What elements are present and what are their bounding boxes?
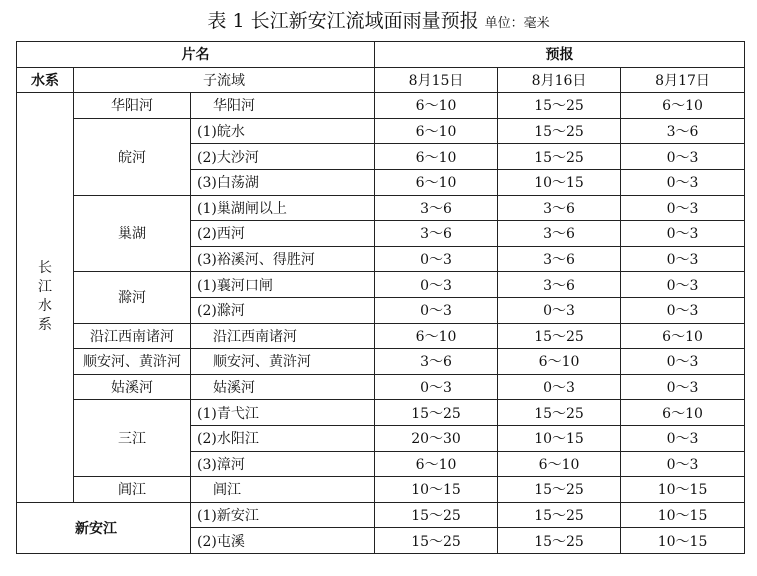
value-cell: 15～25	[498, 93, 621, 119]
value-cell: 0～3	[621, 195, 745, 221]
value-cell: 0～3	[375, 297, 498, 323]
value-cell: 0～3	[498, 297, 621, 323]
value-cell: 3～6	[498, 221, 621, 247]
value-cell: 15～25	[375, 528, 498, 554]
subbasin-cell: (3)漳河	[191, 451, 375, 477]
system-char: 系	[38, 317, 52, 334]
subbasin-cell: (2)滁河	[191, 297, 375, 323]
value-cell: 15～25	[375, 502, 498, 528]
subbasin-cell: 华阳河	[191, 93, 375, 119]
table-row	[17, 349, 745, 375]
group-cell: 皖河	[74, 118, 191, 195]
value-cell: 10～15	[498, 169, 621, 195]
value-cell: 0～3	[375, 374, 498, 400]
value-cell: 0～3	[621, 169, 745, 195]
value-cell: 15～25	[375, 400, 498, 426]
value-cell: 15～25	[498, 528, 621, 554]
value-cell: 6～10	[375, 169, 498, 195]
subbasin-cell: (3)裕溪河、得胜河	[191, 246, 375, 272]
value-cell: 3～6	[621, 118, 745, 144]
value-cell: 0～3	[621, 297, 745, 323]
header-row-2	[17, 67, 745, 93]
header-system: 水系	[17, 67, 74, 93]
value-cell: 0～3	[621, 349, 745, 375]
subbasin-cell: 阊江	[191, 477, 375, 503]
system-char: 江	[38, 279, 52, 296]
table-row	[17, 374, 745, 400]
subbasin-cell: (1)皖水	[191, 118, 375, 144]
subbasin-cell: (1)青弋江	[191, 400, 375, 426]
header-forecast: 预报	[375, 42, 745, 68]
header-region: 片名	[17, 42, 375, 68]
value-cell: 6～10	[375, 451, 498, 477]
table-row	[17, 502, 745, 528]
value-cell: 15～25	[498, 323, 621, 349]
table-row	[17, 118, 745, 144]
table-title-main: 表 1 长江新安江流域面雨量预报	[207, 10, 479, 32]
value-cell: 10～15	[621, 528, 745, 554]
value-cell: 0～3	[621, 425, 745, 451]
value-cell: 0～3	[621, 144, 745, 170]
value-cell: 15～25	[498, 118, 621, 144]
value-cell: 6～10	[621, 323, 745, 349]
value-cell: 6～10	[498, 349, 621, 375]
header-day-15: 8月15日	[375, 67, 498, 93]
value-cell: 15～25	[498, 477, 621, 503]
table-row	[17, 323, 745, 349]
group-cell: 滁河	[74, 272, 191, 323]
header-row-1	[17, 42, 745, 68]
value-cell: 6～10	[621, 400, 745, 426]
table-row	[17, 93, 745, 119]
group-cell: 沿江西南诸河	[74, 323, 191, 349]
subbasin-cell: (1)巢湖闸以上	[191, 195, 375, 221]
subbasin-cell: 顺安河、黄浒河	[191, 349, 375, 375]
header-subbasin: 子流域	[74, 67, 375, 93]
value-cell: 6～10	[375, 118, 498, 144]
value-cell: 10～15	[621, 502, 745, 528]
value-cell: 0～3	[498, 374, 621, 400]
value-cell: 6～10	[375, 93, 498, 119]
table-row	[17, 272, 745, 298]
group-cell: 华阳河	[74, 93, 191, 119]
value-cell: 15～25	[498, 400, 621, 426]
value-cell: 20～30	[375, 425, 498, 451]
value-cell: 3～6	[498, 246, 621, 272]
value-cell: 3～6	[375, 195, 498, 221]
system-char: 水	[38, 298, 52, 315]
rainfall-forecast-table	[16, 41, 745, 554]
group-cell: 阊江	[74, 477, 191, 503]
value-cell: 15～25	[498, 144, 621, 170]
group-cell: 三江	[74, 400, 191, 477]
value-cell: 10～15	[621, 477, 745, 503]
value-cell: 0～3	[621, 246, 745, 272]
value-cell: 0～3	[375, 272, 498, 298]
table-row	[17, 477, 745, 503]
header-day-17: 8月17日	[621, 67, 745, 93]
value-cell: 0～3	[621, 272, 745, 298]
table-row	[17, 400, 745, 426]
subbasin-cell: (2)屯溪	[191, 528, 375, 554]
value-cell: 6～10	[498, 451, 621, 477]
subbasin-cell: (1)襄河口闸	[191, 272, 375, 298]
table-row	[17, 195, 745, 221]
table-title-unit: 单位：毫米	[484, 16, 550, 31]
value-cell: 10～15	[498, 425, 621, 451]
system-cell-xinanjiang: 新安江	[17, 502, 191, 553]
group-cell: 巢湖	[74, 195, 191, 272]
value-cell: 0～3	[621, 221, 745, 247]
system-char: 长	[38, 260, 52, 277]
value-cell: 0～3	[375, 246, 498, 272]
value-cell: 3～6	[375, 221, 498, 247]
value-cell: 3～6	[375, 349, 498, 375]
value-cell: 15～25	[498, 502, 621, 528]
subbasin-cell: 沿江西南诸河	[191, 323, 375, 349]
value-cell: 0～3	[621, 451, 745, 477]
subbasin-cell: 姑溪河	[191, 374, 375, 400]
subbasin-cell: (2)西河	[191, 221, 375, 247]
value-cell: 6～10	[621, 93, 745, 119]
subbasin-cell: (2)水阳江	[191, 425, 375, 451]
group-cell: 姑溪河	[74, 374, 191, 400]
value-cell: 10～15	[375, 477, 498, 503]
table-title	[0, 6, 757, 33]
value-cell: 3～6	[498, 272, 621, 298]
group-cell: 顺安河、黄浒河	[74, 349, 191, 375]
header-day-16: 8月16日	[498, 67, 621, 93]
subbasin-cell: (2)大沙河	[191, 144, 375, 170]
value-cell: 3～6	[498, 195, 621, 221]
value-cell: 6～10	[375, 144, 498, 170]
value-cell: 6～10	[375, 323, 498, 349]
subbasin-cell: (1)新安江	[191, 502, 375, 528]
subbasin-cell: (3)白荡湖	[191, 169, 375, 195]
value-cell: 0～3	[621, 374, 745, 400]
system-cell-changjiang	[17, 93, 74, 503]
